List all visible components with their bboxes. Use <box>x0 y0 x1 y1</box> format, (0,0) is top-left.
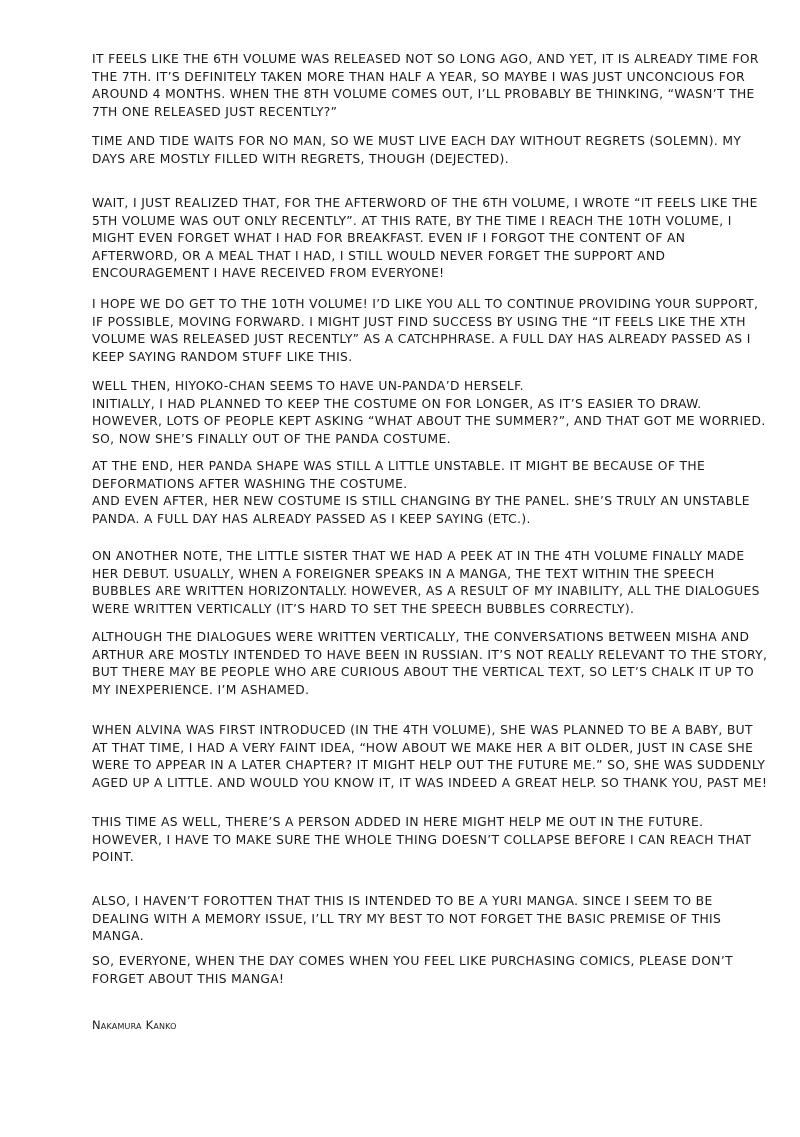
paragraph-alvina: WHEN ALVINA WAS FIRST INTRODUCED (IN THE 4TH VOLUME), SHE WAS PLANNED TO BE A BABY, BUT AT THAT TIME, I HAD A VERY FAINT IDEA, “HOW ABOUT WE MAKE HER A BIT OLDER, JUST IN CASE SHE WERE TO APPEAR IN A LATER CHAPTER? IT MIGHT HELP OUT THE FUTURE ME.” SO, SHE WAS SUDDENLY AGED UP A LITTLE. AND WOULD YOU KNOW IT, IT WAS INDEED A GREAT HELP. SO THANK YOU, PAST ME! <box>92 723 768 790</box>
paragraph-vertical-dialogues: ALTHOUGH THE DIALOGUES WERE WRITTEN VERTICALLY, THE CONVERSATIONS BETWEEN MISHA AND ARTHUR ARE MOSTLY INTENDED TO HAVE BEEN IN RUSSIAN. IT’S NOT REALLY RELEVANT TO THE STORY, BUT THERE MAY BE PEOPLE WHO ARE CURIOUS ABOUT THE VERTICAL TEXT, SO LET’S CHALK IT UP TO MY INEXPERIENCE. I’M ASHAMED. <box>92 630 768 697</box>
paragraph-10th-volume-hope: I HOPE WE DO GET TO THE 10TH VOLUME! I’D LIKE YOU ALL TO CONTINUE PROVIDING YOUR SUPPORT, IF POSSIBLE, MOVING FORWARD. I MIGHT JUST FIND SUCCESS BY USING THE “IT FEELS LIKE THE XTH VOLUME WAS RELEASED JUST RECENTLY” AS A CATCHPHRASE. A FULL DAY HAS ALREADY PASSED AS I KEEP SAYING RANDOM STUFF LIKE THIS. <box>92 297 759 364</box>
paragraph-purchasing-comics: SO, EVERYONE, WHEN THE DAY COMES WHEN YOU FEEL LIKE PURCHASING COMICS, PLEASE DON’T FORGET ABOUT THIS MANGA! <box>92 954 733 986</box>
author-signature: Nakamura Kanko <box>92 1018 177 1032</box>
paragraph-panda-shape: AT THE END, HER PANDA SHAPE WAS STILL A LITTLE UNSTABLE. IT MIGHT BE BECAUSE OF THE DEFORMATIONS AFTER WASHING THE COSTUME. AND EVEN AFTER, HER NEW COSTUME IS STILL CHANGING BY THE PANEL. SHE’S TRULY AN UNSTABLE PANDA. A FULL DAY HAS ALREADY PASSED AS I KEEP SAYING (ETC.). <box>92 459 750 526</box>
paragraph-6th-volume: IT FEELS LIKE THE 6TH VOLUME WAS RELEASED NOT SO LONG AGO, AND YET, IT IS ALREADY TIME FOR THE 7TH. IT’S DEFINITELY TAKEN MORE THAN HALF A YEAR, SO MAYBE I WAS JUST UNCONCIOUS FOR AROUND 4 MONTHS. WHEN THE 8TH VOLUME COMES OUT, I’LL PROBABLY BE THINKING, “WASN’T THE 7TH ONE RELEASED JUST RECENTLY?” <box>92 52 759 119</box>
paragraph-new-person: THIS TIME AS WELL, THERE’S A PERSON ADDED IN HERE MIGHT HELP ME OUT IN THE FUTURE. HOWEVER, I HAVE TO MAKE SURE THE WHOLE THING DOESN’T COLLAPSE BEFORE I CAN REACH THAT POINT. <box>92 815 752 864</box>
paragraph-afterword-realization: WAIT, I JUST REALIZED THAT, FOR THE AFTERWORD OF THE 6TH VOLUME, I WROTE “IT FEELS LIKE THE 5TH VOLUME WAS OUT ONLY RECENTLY”. AT THIS RATE, BY THE TIME I REACH THE 10TH VOLUME, I MIGHT EVEN FORGET WHAT I HAD FOR BREAKFAST. EVEN IF I FORGOT THE CONTENT OF AN AFTERWORD, OR A MEAL THAT I HAD, I STILL WOULD NEVER FORGET THE SUPPORT AND ENCOURAGEMENT I HAVE RECEIVED FROM EVERYONE! <box>92 196 758 280</box>
paragraph-hiyoko-panda: WELL THEN, HIYOKO-CHAN SEEMS TO HAVE UN-PANDA’D HERSELF. INITIALLY, I HAD PLANNED TO KEEP THE COSTUME ON FOR LONGER, AS IT’S EASIER TO DRAW. HOWEVER, LOTS OF PEOPLE KEPT ASKING “WHAT ABOUT THE SUMMER?”, AND THAT GOT ME WORRIED. SO, NOW SHE’S FINALLY OUT OF THE PANDA COSTUME. <box>92 379 766 446</box>
paragraph-time-and-tide: TIME AND TIDE WAITS FOR NO MAN, SO WE MUST LIVE EACH DAY WITHOUT REGRETS (SOLEMN). MY DAYS ARE MOSTLY FILLED WITH REGRETS, THOUGH (DEJECTED). <box>92 134 742 166</box>
paragraph-yuri-manga: ALSO, I HAVEN’T FOROTTEN THAT THIS IS INTENDED TO BE A YURI MANGA. SINCE I SEEM TO BE DEALING WITH A MEMORY ISSUE, I’LL TRY MY BEST TO NOT FORGET THE BASIC PREMISE OF THIS MANGA. <box>92 894 722 943</box>
paragraph-little-sister: ON ANOTHER NOTE, THE LITTLE SISTER THAT WE HAD A PEEK AT IN THE 4TH VOLUME FINALLY MADE HER DEBUT. USUALLY, WHEN A FOREIGNER SPEAKS IN A MANGA, THE TEXT WITHIN THE SPEECH BUBBLES ARE WRITTEN HORIZONTALLY. HOWEVER, AS A RESULT OF MY INABILITY, ALL THE DIALOGUES WERE WRITTEN VERTICALLY (IT’S HARD TO SET THE SPEECH BUBBLES CORRECTLY). <box>92 549 760 616</box>
